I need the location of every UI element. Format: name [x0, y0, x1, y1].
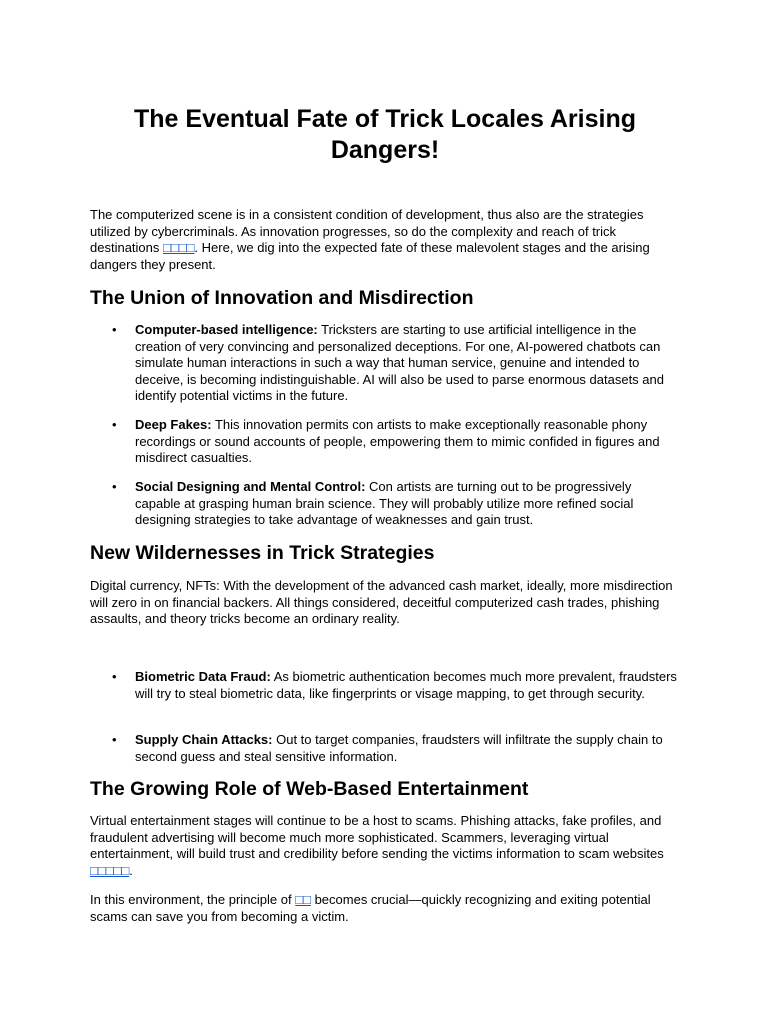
section1-heading-block [90, 286, 680, 310]
section3-paragraph1-block [90, 813, 680, 879]
section3-heading-block [90, 777, 680, 801]
section3-para2-text-before: In this environment, the principle of [90, 892, 296, 907]
bullet-icon: • [112, 732, 117, 747]
intro-link[interactable]: □□□□ [163, 240, 195, 256]
list-item [90, 732, 680, 765]
list-item-text: Out to target companies, fraudsters will infiltrate the supply chain to second guess and steal sensitive information. [135, 732, 663, 764]
section2-paragraph: Digital currency, NFTs: With the development of the advanced cash market, ideally, more misdirection will zero in on financial backers. All things considered, deceitful computerized cash trades, phishing assaults, and theory tricks become an ordinary reality. [90, 578, 673, 627]
section3-para2-text-after: becomes crucial—quickly recognizing and exiting potential scams can save you from becoming a victim. [90, 892, 651, 924]
list-item [90, 322, 680, 405]
scam-websites-link[interactable]: □□□□□ [90, 862, 130, 878]
section3-para1-text-before: Virtual entertainment stages will continue to be a host to scams. Phishing attacks, fake profiles, and fraudulent advertising will become much more sophisticated. Scammers, leveraging virtual entertainment, will build trust and credibility before sending the victims information to scam websites [90, 813, 664, 862]
list-item-term: Deep Fakes: [135, 417, 212, 432]
bullet-icon: • [112, 322, 117, 337]
intro-paragraph-block [90, 207, 680, 273]
list-item-term: Social Designing and Mental Control: [135, 479, 366, 494]
intro-text-before: The computerized scene is in a consistent condition of development, thus also are the strategies utilized by cybercriminals. As innovation progresses, so do the complexity and reach of trick destinations [90, 207, 644, 256]
section2-paragraph-block [90, 578, 680, 628]
section3-para1-text-after: . [129, 862, 133, 878]
section1-list [90, 322, 680, 405]
bullet-icon: • [112, 417, 117, 432]
section1-heading: The Union of Innovation and Misdirection [90, 287, 474, 309]
section2-list [90, 669, 680, 702]
bullet-icon: • [112, 479, 117, 494]
section2-heading-block [90, 541, 680, 565]
section2-list-2 [90, 732, 680, 765]
list-item-text: Con artists are turning out to be progressively capable at grasping human brain science. They will probably utilize more refined social designing strategies to take advantage of weaknesses and gain trust. [135, 479, 634, 528]
section3-paragraph2-block [90, 892, 680, 925]
page-title: The Eventual Fate of Trick Locales Arising Dangers! [134, 105, 636, 164]
intro-text-after: . Here, we dig into the expected fate of these malevolent stages and the arising dangers they present. [90, 240, 650, 272]
list-item [90, 669, 680, 702]
bullet-icon: • [112, 669, 117, 684]
list-item-text: This innovation permits con artists to make exceptionally reasonable phony recordings or sound accounts of people, empowering them to mimic confided in figures and misdirect casualties. [135, 417, 660, 466]
section3-paragraph-2 [90, 892, 680, 925]
list-item-text: As biometric authentication becomes much more prevalent, fraudsters will try to steal biometric data, like fingerprints or visage mapping, to get through security. [135, 669, 677, 701]
list-item-term: Computer-based intelligence: [135, 322, 318, 337]
section3-paragraph-1 [90, 813, 680, 879]
principle-link[interactable]: □□ [295, 892, 311, 907]
intro-paragraph [90, 207, 680, 273]
list-item-term: Biometric Data Fraud: [135, 669, 271, 684]
list-item-term: Supply Chain Attacks: [135, 732, 273, 747]
list-item [90, 417, 680, 467]
section1-list-3 [90, 479, 680, 529]
section2-heading: New Wildernesses in Trick Strategies [90, 542, 435, 564]
list-item [90, 479, 680, 529]
section3-heading: The Growing Role of Web-Based Entertainment [90, 778, 529, 800]
list-item-text: Tricksters are starting to use artificial intelligence in the creation of very convincing and personalized deceptions. For one, AI-powered chatbots can simulate human interactions in such a way that human service, genuine and intended to deceive, is becoming indistinguishable. AI will also be used to parse enormous datasets and identify potential victims in the future. [135, 322, 664, 404]
section1-list-2 [90, 417, 680, 467]
